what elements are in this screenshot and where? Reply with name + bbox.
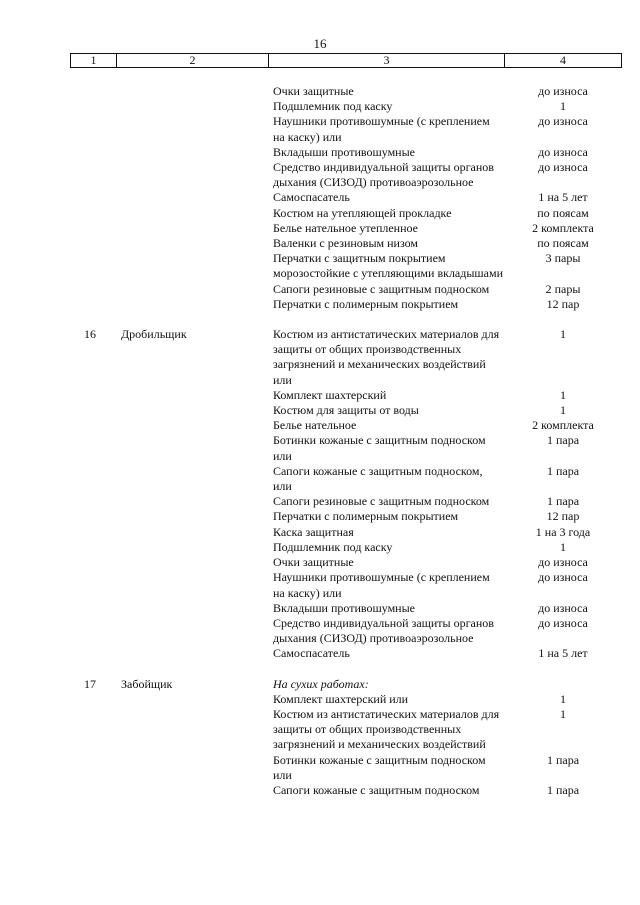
column-header-table <box>70 53 622 68</box>
equipment-quantity: до износа <box>538 600 588 615</box>
equipment-row <box>0 145 640 160</box>
equipment-row <box>0 84 640 99</box>
equipment-row <box>0 464 640 494</box>
equipment-row <box>0 221 640 236</box>
equipment-name: Самоспасатель <box>273 190 350 205</box>
equipment-name: Костюм из антистатических материалов для защиты от общих производственных загрязнений и механических воздействий <box>273 706 500 752</box>
equipment-name: Подшлемник под каску <box>273 539 393 554</box>
equipment-quantity: 12 пар <box>546 509 580 524</box>
equipment-row <box>0 494 640 509</box>
equipment-name: Подшлемник под каску <box>273 99 393 114</box>
equipment-row <box>0 433 640 463</box>
equipment-row <box>0 753 640 783</box>
equipment-name: Валенки с резиновым низом <box>273 236 419 251</box>
section-gap <box>0 312 640 327</box>
equipment-row <box>0 99 640 114</box>
equipment-quantity: 1 пара <box>546 433 580 448</box>
equipment-name: Сапоги кожаные с защитным подноском <box>273 782 480 797</box>
equipment-row <box>0 525 640 540</box>
equipment-quantity: до износа <box>538 570 588 585</box>
equipment-name: Костюм на утепляющей прокладке <box>273 205 452 220</box>
equipment-row <box>0 282 640 297</box>
equipment-quantity: 1 на 3 года <box>535 524 591 539</box>
equipment-name: Вкладыши противошумные <box>273 600 415 615</box>
equipment-row <box>0 555 640 570</box>
equipment-row <box>0 206 640 221</box>
profession-name: Забойщик <box>121 676 173 691</box>
equipment-row <box>0 692 640 707</box>
equipment-name: Сапоги резиновые с защитным подноском <box>273 281 490 296</box>
equipment-name: Белье нательное <box>273 418 357 433</box>
equipment-quantity: до износа <box>538 114 588 129</box>
entry-number: 16 <box>84 327 96 342</box>
equipment-row <box>0 601 640 616</box>
equipment-row <box>0 190 640 205</box>
equipment-name: Перчатки с защитным покрытием морозостойкие с утепляющими вкладышами <box>273 251 504 281</box>
equipment-name: Очки защитные <box>273 84 354 98</box>
profession-entry <box>0 327 640 661</box>
equipment-quantity: 1 пара <box>546 782 580 797</box>
equipment-name: Комплект шахтерский или <box>273 691 409 706</box>
equipment-row <box>0 540 640 555</box>
column-header-1: 1 <box>71 54 117 68</box>
equipment-quantity: 1 на 5 лет <box>538 190 588 205</box>
equipment-quantity: до износа <box>538 84 588 98</box>
equipment-name: Ботинки кожаные с защитным подноском или <box>273 752 486 782</box>
equipment-name: Средство индивидуальной защиты органов дыхания (СИЗОД) противоаэрозольное <box>273 160 494 190</box>
equipment-name: Белье нательное утепленное <box>273 220 418 235</box>
equipment-quantity: 1 пара <box>546 752 580 767</box>
entry-number: 17 <box>84 676 96 691</box>
equipment-row <box>0 418 640 433</box>
profession-entry <box>0 677 640 799</box>
equipment-quantity: 2 комплекта <box>532 418 594 433</box>
equipment-name: Самоспасатель <box>273 646 350 661</box>
profession-name: Дробильщик <box>121 327 187 342</box>
page-number: 16 <box>313 36 327 51</box>
equipment-name: Средство индивидуальной защиты органов дыхания (СИЗОД) противоаэрозольное <box>273 615 494 646</box>
work-condition-heading: На сухих работах: <box>273 676 369 691</box>
column-header-2: 2 <box>117 54 269 68</box>
equipment-row <box>0 236 640 251</box>
equipment-quantity: до износа <box>538 160 588 175</box>
equipment-row <box>0 403 640 418</box>
equipment-name: Каска защитная <box>273 524 354 539</box>
equipment-row <box>0 707 640 753</box>
equipment-quantity: 1 пара <box>546 463 580 478</box>
equipment-quantity: 3 пары <box>545 251 581 266</box>
equipment-row <box>0 160 640 190</box>
equipment-quantity: 1 пара <box>546 494 580 509</box>
equipment-quantity: по поясам <box>537 236 589 251</box>
equipment-name: Перчатки с полимерным покрытием <box>273 509 459 524</box>
equipment-name: Наушники противошумные (с креплением на каску) или <box>273 114 490 144</box>
equipment-row <box>0 251 640 281</box>
equipment-quantity: до износа <box>538 555 588 570</box>
section-gap <box>0 662 640 677</box>
equipment-row <box>0 388 640 403</box>
equipment-quantity: 1 <box>560 99 566 114</box>
equipment-name: Вкладыши противошумные <box>273 144 415 159</box>
equipment-row <box>0 646 640 661</box>
equipment-row <box>0 114 640 144</box>
equipment-quantity: 1 <box>560 327 566 342</box>
equipment-quantity: до износа <box>538 144 588 159</box>
equipment-name: Костюм из антистатических материалов для защиты от общих производственных загрязнений и механических воздействий или <box>273 327 500 387</box>
column-header-4: 4 <box>505 54 622 68</box>
equipment-quantity: 12 пар <box>546 296 580 311</box>
equipment-name: Сапоги резиновые с защитным подноском <box>273 494 490 509</box>
equipment-list <box>0 84 640 798</box>
equipment-row <box>0 783 640 798</box>
equipment-name: Перчатки с полимерным покрытием <box>273 296 459 311</box>
equipment-quantity: 1 <box>560 706 566 721</box>
equipment-quantity: по поясам <box>537 205 589 220</box>
equipment-row <box>0 297 640 312</box>
equipment-quantity: 2 пары <box>545 281 581 296</box>
equipment-quantity: до износа <box>538 615 588 630</box>
equipment-row <box>0 327 640 388</box>
equipment-quantity: 1 <box>560 691 566 706</box>
column-header-row <box>71 54 622 68</box>
equipment-name: Очки защитные <box>273 555 354 570</box>
equipment-quantity: 1 <box>560 539 566 554</box>
equipment-quantity: 1 <box>560 387 566 402</box>
profession-entry <box>0 84 640 312</box>
equipment-name: Костюм для защиты от воды <box>273 403 419 418</box>
equipment-row <box>0 677 640 692</box>
equipment-row <box>0 616 640 646</box>
equipment-quantity: 1 <box>560 403 566 418</box>
equipment-name: Ботинки кожаные с защитным подноском или <box>273 433 486 463</box>
column-header-3: 3 <box>269 54 505 68</box>
equipment-row <box>0 570 640 600</box>
equipment-name: Наушники противошумные (с креплением на каску) или <box>273 570 490 600</box>
equipment-row <box>0 509 640 524</box>
equipment-name: Сапоги кожаные с защитным подноском, или <box>273 463 483 494</box>
equipment-quantity: 2 комплекта <box>532 220 594 235</box>
equipment-name: Комплект шахтерский <box>273 387 387 402</box>
equipment-quantity: 1 на 5 лет <box>538 646 588 661</box>
